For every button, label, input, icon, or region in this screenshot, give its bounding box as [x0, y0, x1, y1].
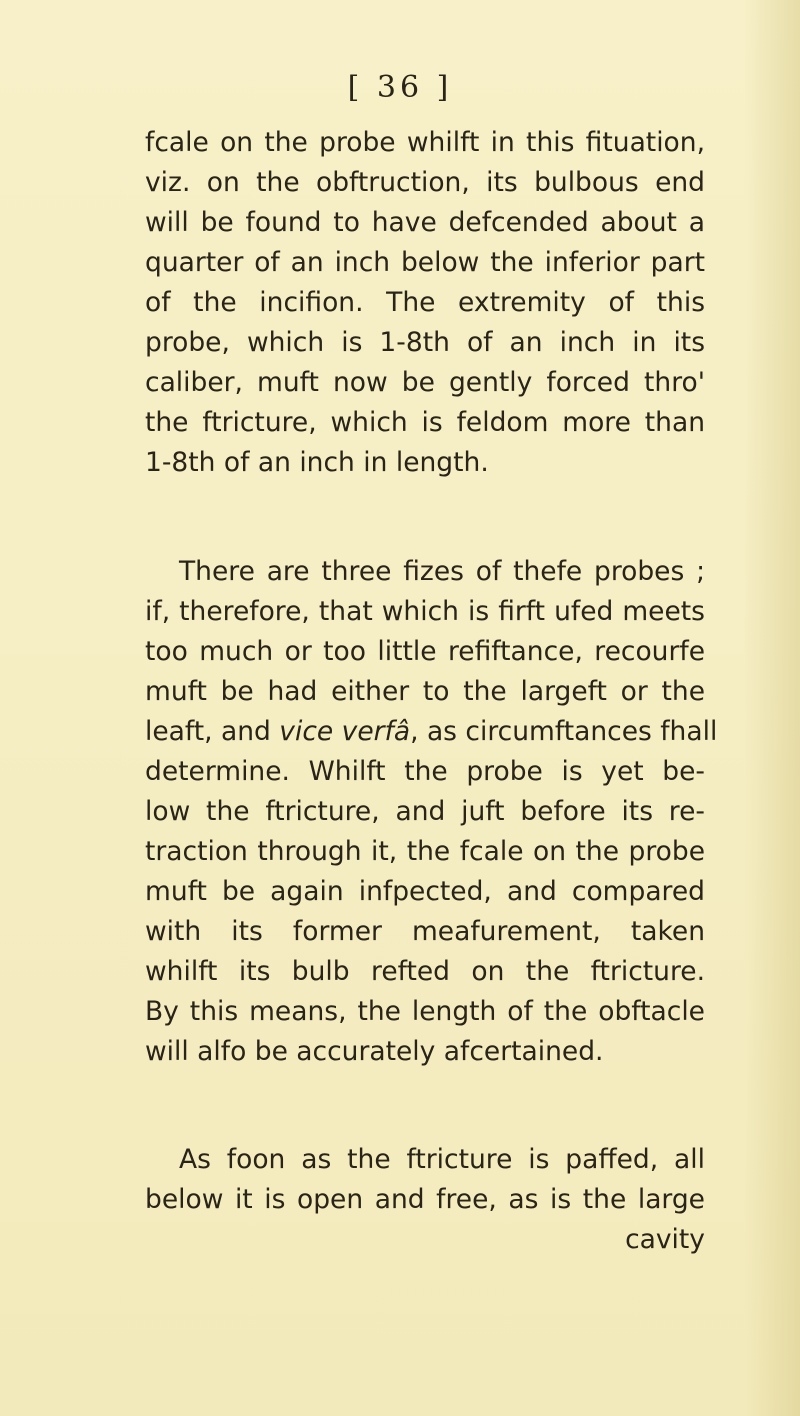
text-line: traction through it, the fcale on the probe	[145, 836, 705, 867]
text-line: with its former meafurement, taken	[145, 916, 705, 947]
text-line: By this means, the length of the obftacle	[145, 996, 705, 1027]
text-line: quarter of an inch below the inferior part	[145, 247, 705, 278]
text-line: the ftricture, which is feldom more than	[145, 407, 705, 438]
text-line: As foon as the ftricture is paffed, all	[179, 1144, 705, 1175]
text-line: determine. Whilft the probe is yet be-	[145, 756, 705, 787]
paragraph-2	[145, 552, 718, 1072]
text-line: will be found to have defcended about a	[145, 207, 705, 238]
text-line: There are three fizes of thefe probes ;	[179, 556, 705, 587]
page-number: [ 36 ]	[347, 70, 453, 105]
text-line: below it is open and free, as is the large	[145, 1184, 705, 1215]
catchword: cavity	[625, 1224, 705, 1255]
text-line: of the incifion. The extremity of this	[145, 287, 705, 318]
text-line: probe, which is 1-8th of an inch in its	[145, 327, 705, 358]
text-line: whilft its bulb refted on the ftricture.	[145, 956, 705, 987]
text-line: if, therefore, that which is firft ufed meets	[145, 596, 705, 627]
text-line: viz. on the obftruction, its bulbous end	[145, 167, 705, 198]
italic-phrase: vice verfâ	[279, 716, 411, 747]
text-line: muft be again infpected, and compared	[145, 876, 705, 907]
text-line: will alfo be accurately afcertained.	[145, 1036, 604, 1067]
paragraph-3	[145, 1140, 705, 1260]
text-line: muft be had either to the largeft or the	[145, 676, 705, 707]
text-line: 1-8th of an inch in length.	[145, 447, 489, 478]
text-line: low the ftricture, and juft before its re-	[145, 796, 705, 827]
text-line: leaft, and vice verfâ, as circumftances fhall	[145, 716, 718, 747]
paragraph-1	[145, 123, 705, 483]
text-line: fcale on the probe whilft in this fituation,	[145, 127, 705, 158]
text-line: caliber, muft now be gently forced thro'	[145, 367, 705, 398]
text-line: too much or too little refiftance, recourfe	[145, 636, 705, 667]
